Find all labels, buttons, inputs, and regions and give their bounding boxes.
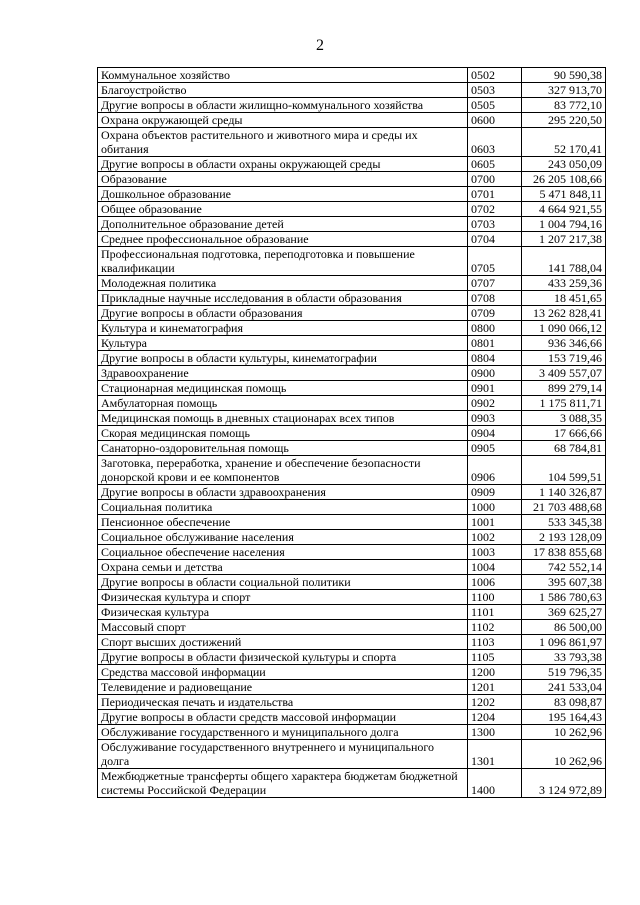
row-amount: 243 050,09: [522, 157, 606, 172]
row-amount: 1 207 217,38: [522, 232, 606, 247]
table-row: [98, 306, 606, 321]
row-amount: 533 345,38: [522, 515, 606, 530]
row-code: 1102: [468, 620, 522, 635]
row-amount: 369 625,27: [522, 605, 606, 620]
row-code: 0603: [468, 128, 522, 157]
table-row: [98, 411, 606, 426]
row-name: Санаторно-оздоровительная помощь: [98, 441, 468, 456]
row-code: 1100: [468, 590, 522, 605]
table-row: [98, 128, 606, 157]
row-amount: 13 262 828,41: [522, 306, 606, 321]
row-name: Социальное обслуживание населения: [98, 530, 468, 545]
row-amount: 433 259,36: [522, 276, 606, 291]
row-code: 0703: [468, 217, 522, 232]
table-row: [98, 769, 606, 798]
row-name: Коммунальное хозяйство: [98, 68, 468, 83]
row-amount: 10 262,96: [522, 740, 606, 769]
row-name: Здравоохранение: [98, 366, 468, 381]
row-name: Другие вопросы в области физической культуры и спорта: [98, 650, 468, 665]
row-name: Физическая культура: [98, 605, 468, 620]
page-number: 2: [316, 37, 324, 54]
row-amount: 1 586 780,63: [522, 590, 606, 605]
row-name: Периодическая печать и издательства: [98, 695, 468, 710]
row-code: 1103: [468, 635, 522, 650]
row-code: 0904: [468, 426, 522, 441]
row-code: 0900: [468, 366, 522, 381]
row-amount: 3 124 972,89: [522, 769, 606, 798]
table-row: [98, 187, 606, 202]
row-code: 0605: [468, 157, 522, 172]
row-code: 1001: [468, 515, 522, 530]
row-code: 0906: [468, 456, 522, 485]
table-row: [98, 695, 606, 710]
row-code: 0801: [468, 336, 522, 351]
row-code: 0902: [468, 396, 522, 411]
row-code: 1003: [468, 545, 522, 560]
table-row: [98, 575, 606, 590]
row-name: Образование: [98, 172, 468, 187]
row-amount: 899 279,14: [522, 381, 606, 396]
row-name: Телевидение и радиовещание: [98, 680, 468, 695]
row-name: Обслуживание государственного внутреннего и муниципального долга: [98, 740, 468, 769]
table-row: [98, 680, 606, 695]
budget-table-body: [98, 68, 606, 798]
row-amount: 86 500,00: [522, 620, 606, 635]
row-amount: 3 088,35: [522, 411, 606, 426]
row-name: Средства массовой информации: [98, 665, 468, 680]
row-amount: 68 784,81: [522, 441, 606, 456]
table-row: [98, 620, 606, 635]
row-code: 1300: [468, 725, 522, 740]
row-amount: 83 772,10: [522, 98, 606, 113]
table-row: [98, 725, 606, 740]
row-code: 1204: [468, 710, 522, 725]
row-code: 1101: [468, 605, 522, 620]
row-amount: 327 913,70: [522, 83, 606, 98]
row-name: Физическая культура и спорт: [98, 590, 468, 605]
table-row: [98, 113, 606, 128]
row-amount: 395 607,38: [522, 575, 606, 590]
row-name: Культура: [98, 336, 468, 351]
table-row: [98, 441, 606, 456]
row-name: Заготовка, переработка, хранение и обеспечение безопасности донорской крови и ее компонентов: [98, 456, 468, 485]
table-row: [98, 381, 606, 396]
table-row: [98, 172, 606, 187]
row-amount: 295 220,50: [522, 113, 606, 128]
row-code: 0502: [468, 68, 522, 83]
row-code: 0709: [468, 306, 522, 321]
row-amount: 742 552,14: [522, 560, 606, 575]
row-name: Медицинская помощь в дневных стационарах всех типов: [98, 411, 468, 426]
table-row: [98, 635, 606, 650]
row-amount: 17 666,66: [522, 426, 606, 441]
table-row: [98, 650, 606, 665]
row-amount: 26 205 108,66: [522, 172, 606, 187]
row-code: 0600: [468, 113, 522, 128]
row-code: 0905: [468, 441, 522, 456]
row-code: 0708: [468, 291, 522, 306]
table-row: [98, 426, 606, 441]
table-row: [98, 560, 606, 575]
row-name: Другие вопросы в области жилищно-коммунального хозяйства: [98, 98, 468, 113]
table-row: [98, 545, 606, 560]
row-name: Амбулаторная помощь: [98, 396, 468, 411]
row-name: Другие вопросы в области охраны окружающей среды: [98, 157, 468, 172]
row-code: 1000: [468, 500, 522, 515]
row-amount: 5 471 848,11: [522, 187, 606, 202]
table-row: [98, 291, 606, 306]
row-amount: 936 346,66: [522, 336, 606, 351]
row-name: Охрана окружающей среды: [98, 113, 468, 128]
row-code: 0503: [468, 83, 522, 98]
row-amount: 1 140 326,87: [522, 485, 606, 500]
table-row: [98, 276, 606, 291]
row-code: 0804: [468, 351, 522, 366]
table-row: [98, 740, 606, 769]
table-row: [98, 232, 606, 247]
row-amount: 52 170,41: [522, 128, 606, 157]
table-row: [98, 530, 606, 545]
table-row: [98, 321, 606, 336]
row-name: Другие вопросы в области культуры, кинематографии: [98, 351, 468, 366]
row-name: Другие вопросы в области образования: [98, 306, 468, 321]
table-row: [98, 351, 606, 366]
table-row: [98, 396, 606, 411]
row-code: 1201: [468, 680, 522, 695]
row-amount: 195 164,43: [522, 710, 606, 725]
row-amount: 1 090 066,12: [522, 321, 606, 336]
row-amount: 1 004 794,16: [522, 217, 606, 232]
row-amount: 519 796,35: [522, 665, 606, 680]
row-name: Массовый спорт: [98, 620, 468, 635]
row-amount: 2 193 128,09: [522, 530, 606, 545]
row-name: Социальное обеспечение населения: [98, 545, 468, 560]
row-amount: 17 838 855,68: [522, 545, 606, 560]
table-row: [98, 202, 606, 217]
row-amount: 141 788,04: [522, 247, 606, 276]
row-code: 0702: [468, 202, 522, 217]
row-name: Спорт высших достижений: [98, 635, 468, 650]
row-name: Стационарная медицинская помощь: [98, 381, 468, 396]
table-row: [98, 485, 606, 500]
row-code: 0705: [468, 247, 522, 276]
row-amount: 83 098,87: [522, 695, 606, 710]
row-amount: 21 703 488,68: [522, 500, 606, 515]
row-amount: 33 793,38: [522, 650, 606, 665]
row-amount: 1 096 861,97: [522, 635, 606, 650]
row-name: Другие вопросы в области средств массовой информации: [98, 710, 468, 725]
row-code: 1105: [468, 650, 522, 665]
table-row: [98, 68, 606, 83]
row-name: Культура и кинематография: [98, 321, 468, 336]
row-name: Среднее профессиональное образование: [98, 232, 468, 247]
row-code: 0901: [468, 381, 522, 396]
row-code: 1004: [468, 560, 522, 575]
table-row: [98, 500, 606, 515]
table-row: [98, 710, 606, 725]
table-row: [98, 247, 606, 276]
row-name: Профессиональная подготовка, переподготовка и повышение квалификации: [98, 247, 468, 276]
table-row: [98, 590, 606, 605]
row-name: Прикладные научные исследования в области образования: [98, 291, 468, 306]
row-code: 1200: [468, 665, 522, 680]
row-amount: 90 590,38: [522, 68, 606, 83]
row-code: 0800: [468, 321, 522, 336]
row-code: 1400: [468, 769, 522, 798]
table-row: [98, 665, 606, 680]
row-name: Социальная политика: [98, 500, 468, 515]
table-row: [98, 605, 606, 620]
row-code: 0505: [468, 98, 522, 113]
row-name: Дополнительное образование детей: [98, 217, 468, 232]
row-code: 0700: [468, 172, 522, 187]
table-row: [98, 157, 606, 172]
row-amount: 4 664 921,55: [522, 202, 606, 217]
row-amount: 18 451,65: [522, 291, 606, 306]
row-name: Обслуживание государственного и муниципального долга: [98, 725, 468, 740]
row-name: Молодежная политика: [98, 276, 468, 291]
row-code: 0707: [468, 276, 522, 291]
row-name: Межбюджетные трансферты общего характера бюджетам бюджетной системы Российской Федерации: [98, 769, 468, 798]
table-row: [98, 336, 606, 351]
row-code: 1301: [468, 740, 522, 769]
table-row: [98, 217, 606, 232]
row-code: 0704: [468, 232, 522, 247]
row-name: Благоустройство: [98, 83, 468, 98]
row-amount: 241 533,04: [522, 680, 606, 695]
row-name: Другие вопросы в области здравоохранения: [98, 485, 468, 500]
row-amount: 1 175 811,71: [522, 396, 606, 411]
row-name: Охрана семьи и детства: [98, 560, 468, 575]
table-row: [98, 456, 606, 485]
table-row: [98, 515, 606, 530]
row-amount: 153 719,46: [522, 351, 606, 366]
row-amount: 3 409 557,07: [522, 366, 606, 381]
row-name: Пенсионное обеспечение: [98, 515, 468, 530]
row-amount: 104 599,51: [522, 456, 606, 485]
row-code: 0909: [468, 485, 522, 500]
budget-table: [97, 67, 606, 798]
row-name: Общее образование: [98, 202, 468, 217]
table-row: [98, 98, 606, 113]
table-row: [98, 83, 606, 98]
table-row: [98, 366, 606, 381]
row-name: Другие вопросы в области социальной политики: [98, 575, 468, 590]
row-name: Охрана объектов растительного и животного мира и среды их обитания: [98, 128, 468, 157]
row-code: 0701: [468, 187, 522, 202]
row-name: Скорая медицинская помощь: [98, 426, 468, 441]
row-amount: 10 262,96: [522, 725, 606, 740]
row-code: 1002: [468, 530, 522, 545]
row-code: 0903: [468, 411, 522, 426]
row-code: 1202: [468, 695, 522, 710]
row-name: Дошкольное образование: [98, 187, 468, 202]
row-code: 1006: [468, 575, 522, 590]
